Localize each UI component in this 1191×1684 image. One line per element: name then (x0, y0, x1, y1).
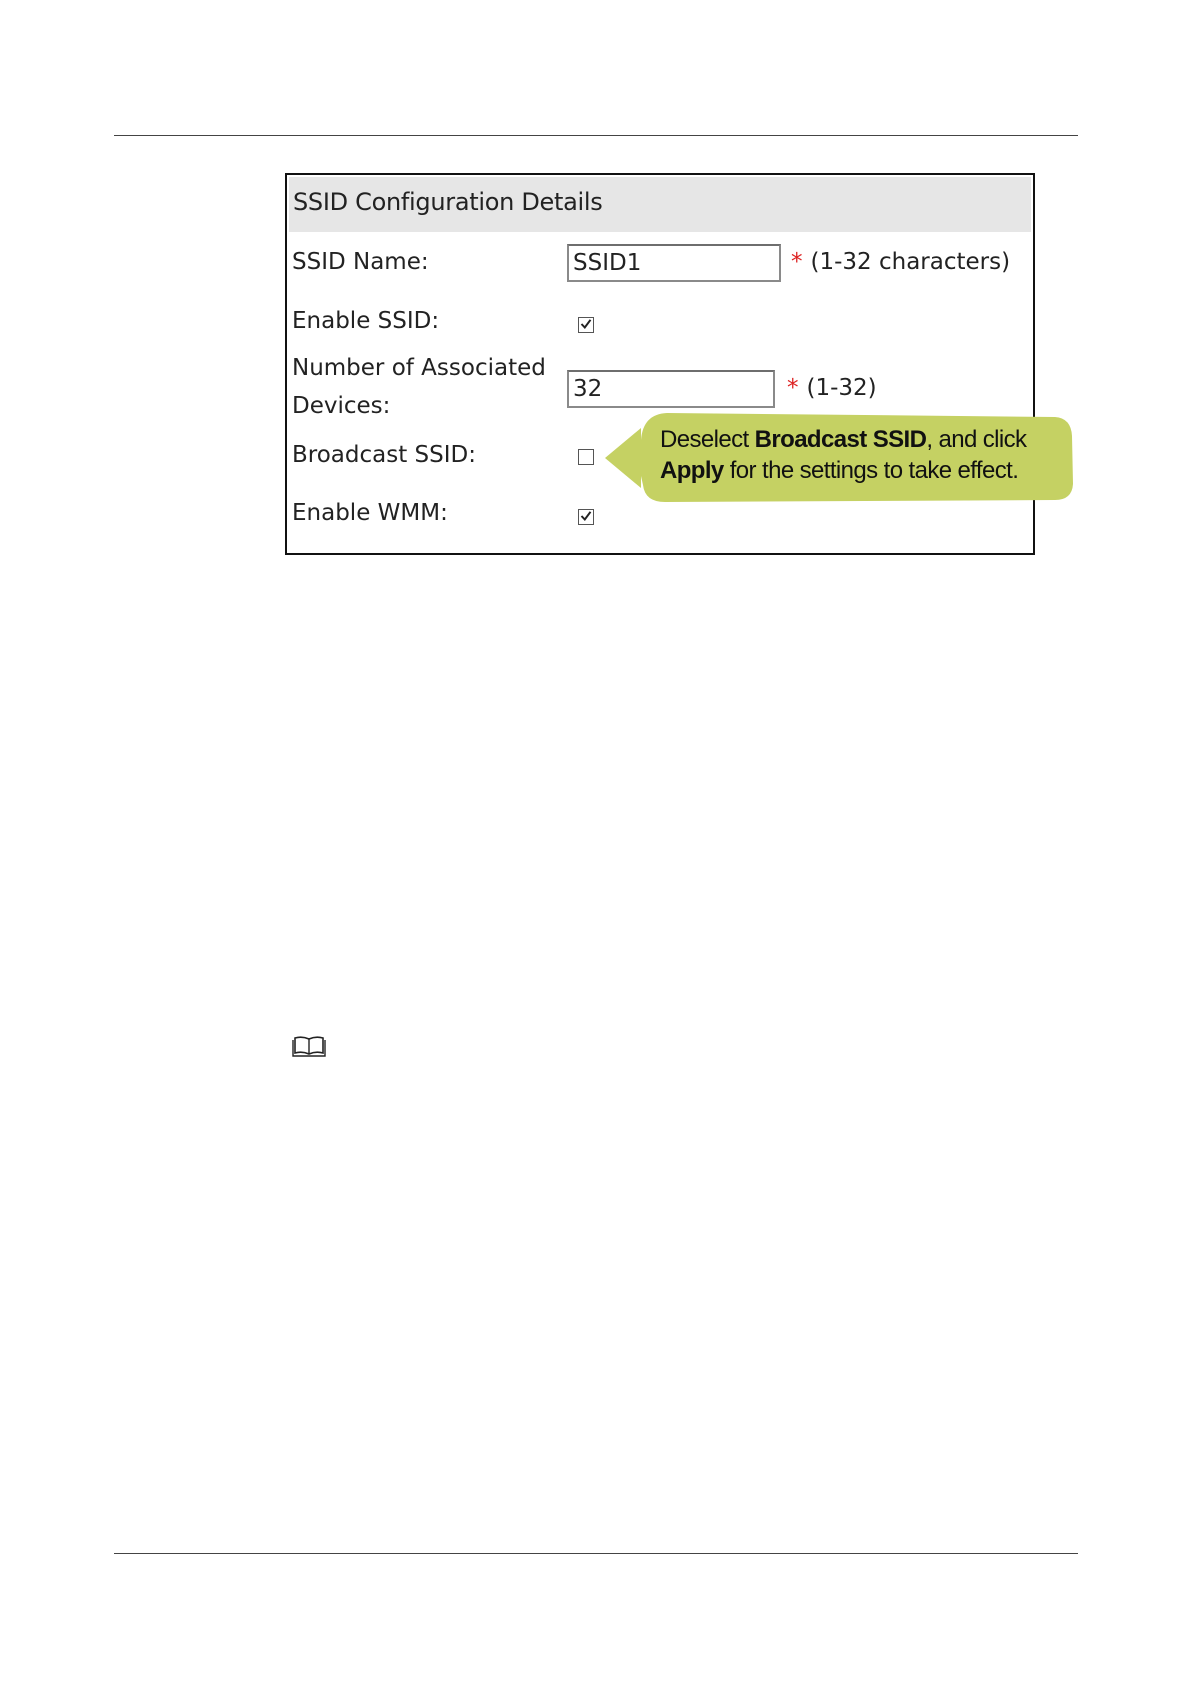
ssid-name-hint (791, 249, 1010, 275)
enable-wmm-checkbox[interactable] (578, 509, 594, 525)
ssid-name-label: SSID Name: (292, 249, 429, 275)
broadcast-ssid-checkbox[interactable] (578, 449, 594, 465)
enable-wmm-label: Enable WMM: (292, 500, 448, 526)
callout-part3: for the settings to take effect. (723, 457, 1019, 484)
associated-devices-label-line1: Number of Associated (292, 355, 546, 381)
panel-header (289, 177, 1031, 232)
required-mark: * (787, 375, 799, 401)
footer-rule (114, 1553, 1078, 1554)
associated-devices-hint (787, 375, 877, 401)
required-mark: * (791, 249, 803, 275)
associated-devices-label (292, 349, 546, 425)
callout-part1: Deselect (660, 426, 755, 453)
enable-ssid-label: Enable SSID: (292, 308, 440, 334)
callout-text (660, 424, 1060, 486)
callout-bold-apply: Apply (660, 457, 724, 484)
panel-title: SSID Configuration Details (293, 188, 603, 216)
checkmark-icon (580, 318, 592, 330)
callout-bold-broadcast: Broadcast SSID (754, 426, 927, 453)
callout-part2: , and click (926, 426, 1027, 453)
associated-devices-hint-text: (1-32) (806, 375, 877, 401)
associated-devices-input[interactable] (567, 370, 775, 408)
book-icon (292, 1035, 326, 1057)
checkmark-icon (580, 510, 592, 522)
associated-devices-label-line2: Devices: (292, 393, 391, 419)
broadcast-ssid-label: Broadcast SSID: (292, 442, 476, 468)
ssid-name-hint-text: (1-32 characters) (810, 249, 1011, 275)
header-rule (114, 135, 1078, 136)
ssid-name-input[interactable] (567, 244, 781, 282)
enable-ssid-checkbox[interactable] (578, 317, 594, 333)
